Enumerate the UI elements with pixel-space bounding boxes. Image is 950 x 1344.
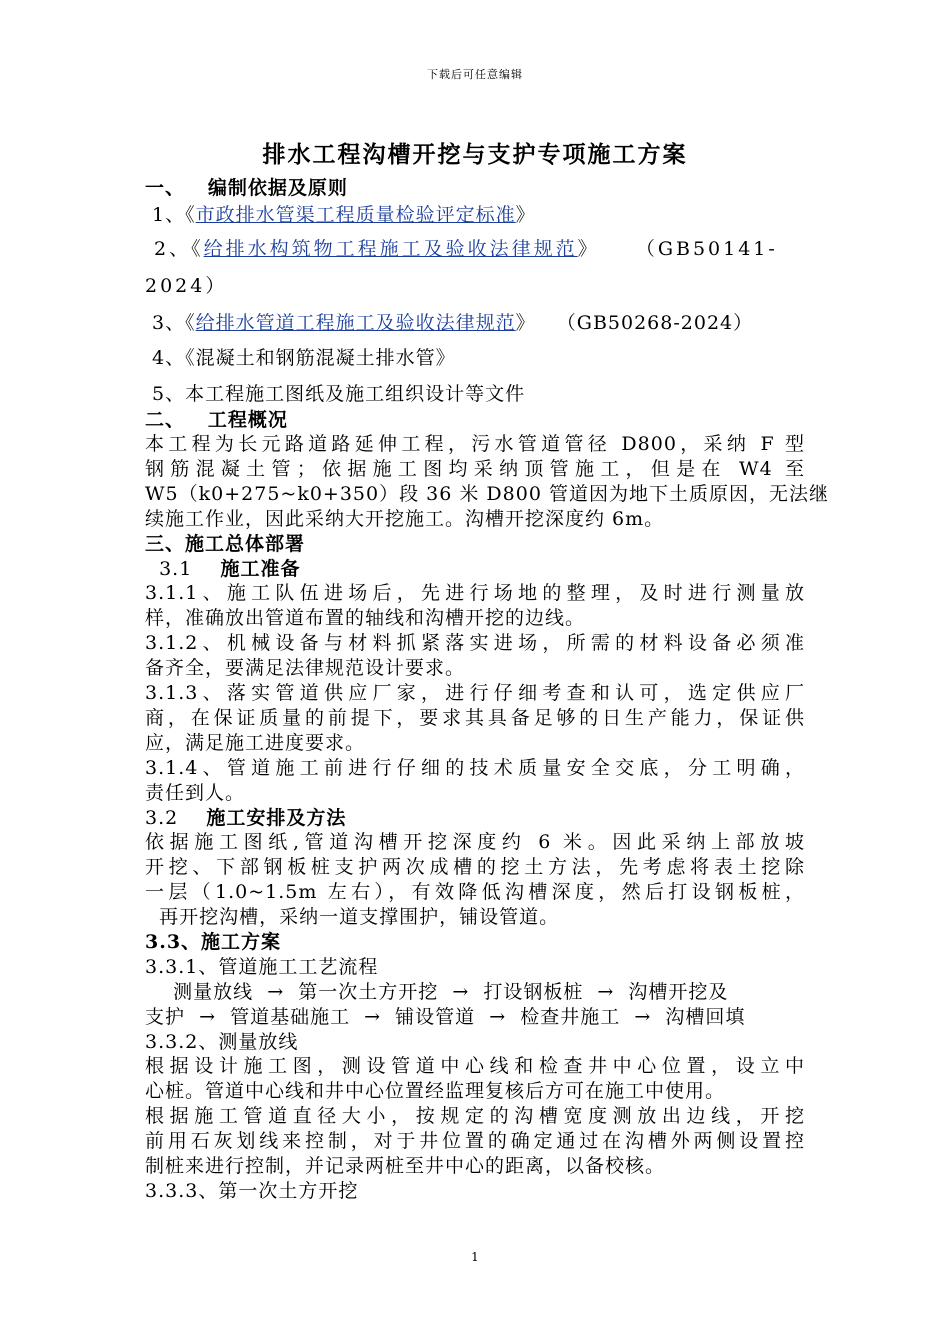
subsection-number-3-1: 3.1	[145, 558, 221, 580]
para-3-1-2-line-2: 备齐全，要满足法律规范设计要求。	[145, 657, 466, 679]
subsection-heading-3-1	[145, 557, 300, 581]
reference-item-2-continuation: 2024）	[145, 275, 228, 297]
overview-line-2: 钢筋混凝土管；依据施工图均采纳顶管施工，但是在 W4 至	[145, 458, 805, 480]
subsection-title-3-2: 施工安排及方法	[206, 807, 347, 829]
reference-item-2-suffix: 》 （GB50141-	[577, 238, 778, 260]
para-3-1-4-line-1: 3.1.4、管道施工前进行仔细的技术质量安全交底，分工明确，	[145, 757, 805, 779]
para-3-1-3-line-1: 3.1.3、落实管道供应厂家，进行仔细考查和认可，选定供应厂	[145, 682, 805, 704]
para-3-1-1-line-1: 3.1.1、施工队伍进场后，先进行场地的整理，及时进行测量放	[145, 582, 805, 604]
reference-item-5: 5、本工程施工图纸及施工组织设计等文件	[145, 383, 526, 405]
overview-line-3: W5（k0+275~k0+350）段 36 米 D800 管道因为地下土质原因，无法继	[145, 483, 829, 505]
section-heading-1: 一、 编制依据及原则	[145, 177, 348, 199]
para-3-2-line-4: 再开挖沟槽，采纳一道支撑围护，铺设管道。	[145, 906, 560, 928]
para-3-2-line-1: 依据施工图纸,管道沟槽开挖深度约 6 米。因此采纳上部放坡	[145, 831, 805, 853]
para-3-2-line-3: 一层（1.0~1.5m 左右），有效降低沟槽深度，然后打设钢板桩，	[145, 881, 805, 903]
para-3-3-2b-line-2: 前用石灰划线来控制，对于井位置的确定通过在沟槽外两侧设置控	[145, 1130, 805, 1152]
para-3-3-2b-line-1: 根据施工管道直径大小，按规定的沟槽宽度测放出边线，开挖	[145, 1105, 805, 1127]
reference-item-3-suffix: 》 （GB50268-2024）	[515, 312, 754, 334]
page-number: 1	[471, 1250, 479, 1264]
para-3-2-line-2: 开挖、下部钢板桩支护两次成槽的挖土方法，先考虑将表土挖除	[145, 856, 805, 878]
subsection-heading-3-3: 3.3、施工方案	[145, 931, 282, 953]
para-3-1-3-line-2: 商，在保证质量的前提下，要求其具备足够的日生产能力，保证供	[145, 707, 805, 729]
reference-link-3[interactable]: 给排水管道工程施工及验收法律规范	[195, 312, 516, 334]
reference-item-2	[145, 237, 778, 261]
process-flow-line-1: 测量放线 → 第一次土方开挖 → 打设钢板桩 → 沟槽开挖及	[145, 981, 729, 1003]
subsection-heading-3-2	[145, 806, 346, 830]
reference-item-3	[145, 311, 753, 335]
process-flow-line-2: 支护 → 管道基础施工 → 铺设管道 → 检查井施工 → 沟槽回填	[145, 1006, 746, 1028]
para-3-3-2b-line-3: 制桩来进行控制，并记录两桩至井中心的距离，以备校核。	[145, 1155, 666, 1177]
reference-link-1[interactable]: 市政排水管渠工程质量检验评定标准	[195, 204, 516, 226]
section-heading-3: 三、施工总体部署	[145, 533, 306, 555]
reference-item-1	[145, 203, 536, 227]
reference-item-2-prefix: 2、《	[145, 238, 204, 260]
overview-line-1: 本工程为长元路道路延伸工程，污水管道管径 D800，采纳 F 型	[145, 433, 805, 455]
reference-item-3-prefix: 3、《	[145, 312, 196, 334]
para-3-3-2a-line-1: 根据设计施工图，测设管道中心线和检查井中心位置，设立中	[145, 1055, 805, 1077]
subsection-heading-3-3-1: 3.3.1、管道施工工艺流程	[145, 956, 379, 978]
overview-line-4: 续施工作业，因此采纳大开挖施工。沟槽开挖深度约 6m。	[145, 508, 665, 530]
reference-item-1-suffix: 》	[515, 204, 536, 226]
section-heading-2: 二、 工程概况	[145, 409, 288, 431]
subsection-heading-3-3-2: 3.3.2、测量放线	[145, 1031, 299, 1053]
subsection-number-3-2: 3.2	[145, 807, 207, 829]
reference-item-4: 4、《混凝土和钢筋混凝土排水管》	[145, 347, 456, 369]
para-3-1-1-line-2: 样，准确放出管道布置的轴线和沟槽开挖的边线。	[145, 607, 586, 629]
reference-item-1-prefix: 1、《	[145, 204, 196, 226]
subsection-heading-3-3-3: 3.3.3、第一次土方开挖	[145, 1180, 359, 1202]
document-title: 排水工程沟槽开挖与支护专项施工方案	[262, 141, 688, 168]
page-header-note: 下载后可任意编辑	[427, 68, 523, 81]
subsection-title-3-1: 施工准备	[220, 558, 301, 580]
para-3-1-4-line-2: 责任到人。	[145, 782, 246, 804]
para-3-1-2-line-1: 3.1.2、机械设备与材料抓紧落实进场，所需的材料设备必须准	[145, 632, 805, 654]
reference-link-2[interactable]: 给排水构筑物工程施工及验收法律规范	[203, 238, 578, 260]
para-3-1-3-line-3: 应，满足施工进度要求。	[145, 732, 366, 754]
para-3-3-2a-line-2: 心桩。管道中心线和井中心位置经监理复核后方可在施工中使用。	[145, 1080, 726, 1102]
